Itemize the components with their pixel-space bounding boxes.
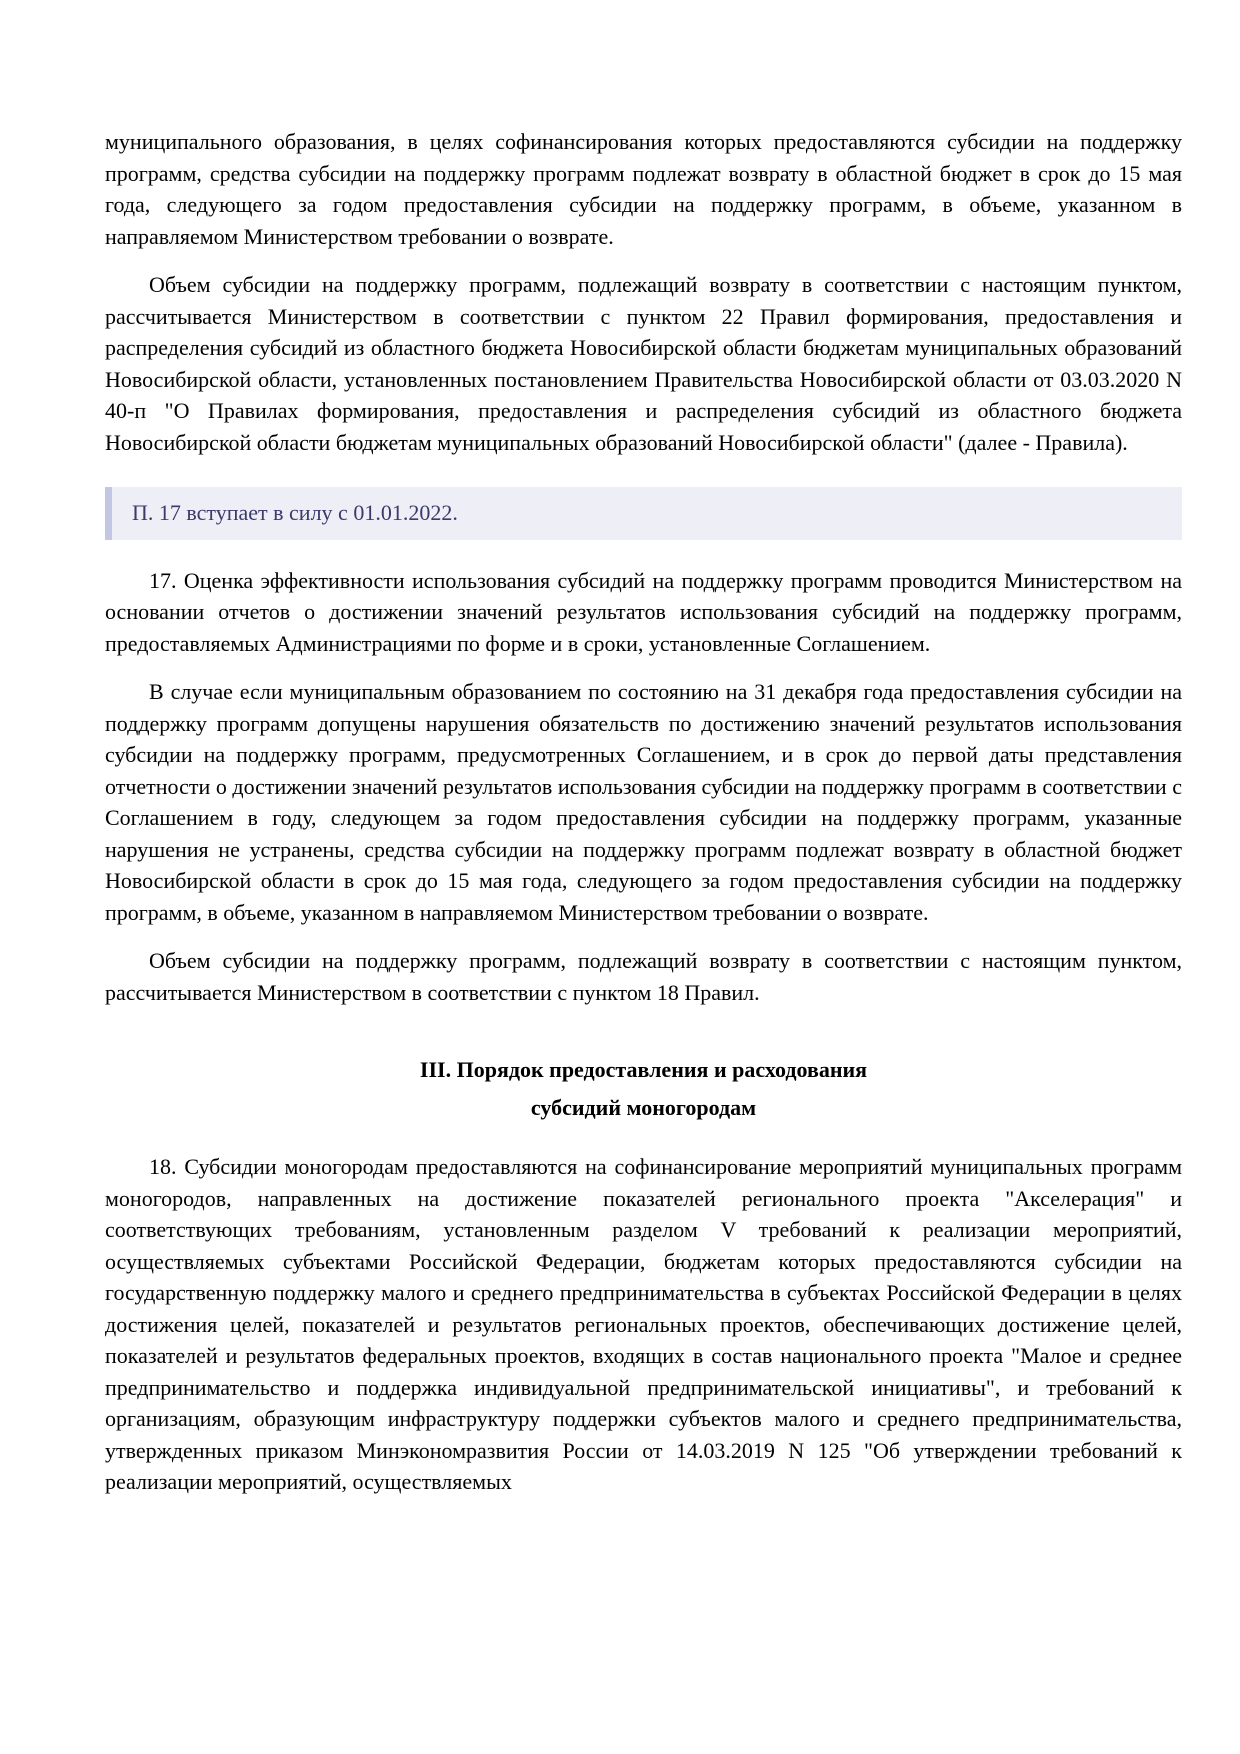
section-heading-line-1: III. Порядок предоставления и расходования — [419, 1057, 868, 1082]
effective-date-note-text: П. 17 вступает в силу с 01.01.2022. — [132, 500, 458, 525]
effective-date-note — [105, 487, 1182, 540]
paragraph-item-17: 17. Оценка эффективности использования субсидий на поддержку программ проводится Министерством на основании отчетов о достижении значений результатов использования субсидий на поддержку программ, предоставляемых Администрациями по форме и в сроки, установленные Соглашением. — [105, 567, 1182, 656]
section-heading-line-2: субсидий моногородам — [530, 1095, 757, 1120]
paragraph-subsidy-volume-p18: Объем субсидии на поддержку программ, подлежащий возврату в соответствии с настоящим пунктом, рассчитывается Министерством в соответствии с пунктом 18 Правил. — [105, 948, 1182, 1005]
paragraph-violation-case: В случае если муниципальным образованием по состоянию на 31 декабря года предоставления субсидии на поддержку программ допущены нарушения обязательств по достижению значений результатов использования субсидии на поддержку программ, предусмотренных Соглашением, и в срок до первой даты представления отчетности о достижении значений результатов использования субсидии на поддержку программ в соответствии с Соглашением в году, следующем за годом предоставления субсидии на поддержку программ, указанные нарушения не устранены, средства субсидии на поддержку программ подлежат возврату в областной бюджет Новосибирской области в срок до 15 мая года, следующего за годом предоставления субсидии на поддержку программ, в объеме, указанном в направляемом Министерством требовании о возврате. — [105, 679, 1182, 925]
paragraph-subsidy-volume-p22: Объем субсидии на поддержку программ, подлежащий возврату в соответствии с настоящим пунктом, рассчитывается Министерством в соответствии с пунктом 22 Правил формирования, предоставления и распределения субсидий из областного бюджета Новосибирской области бюджетам муниципальных образований Новосибирской области, установленных постановлением Правительства Новосибирской области от 03.03.2020 N 40-п "О Правилах формирования, предоставления и распределения субсидий из областного бюджета Новосибирской области бюджетам муниципальных образований Новосибирской области" (далее - Правила). — [105, 272, 1182, 455]
paragraph-item-18: 18. Субсидии моногородам предоставляются на софинансирование мероприятий муниципальных программ моногородов, направленных на достижение показателей регионального проекта "Акселерация" и соответствующих требованиям, установленным разделом V требований к реализации мероприятий, осуществляемых субъектами Российской Федерации, бюджетам которых предоставляются субсидии на государственную поддержку малого и среднего предпринимательства в субъектах Российской Федерации в целях достижения целей, показателей и результатов региональных проектов, обеспечивающих достижение целей, показателей и результатов федеральных проектов, входящих в состав национального проекта "Малое и среднее предпринимательство и поддержка индивидуальной предпринимательской инициативы", и требований к организациям, образующим инфраструктуру поддержки субъектов малого и среднего предпринимательства, утвержденных приказом Минэкономразвития России от 14.03.2019 N 125 "Об утверждении требований к реализации мероприятий, осуществляемых — [105, 1154, 1182, 1494]
paragraph-continuation: муниципального образования, в целях софинансирования которых предоставляются субсидии на поддержку программ, средства субсидии на поддержку программ подлежат возврату в областной бюджет в срок до 15 мая года, следующего за годом предоставления субсидии на поддержку программ, в объеме, указанном в направляемом Министерством требовании о возврате. — [105, 129, 1182, 249]
section-heading — [105, 1051, 1182, 1127]
